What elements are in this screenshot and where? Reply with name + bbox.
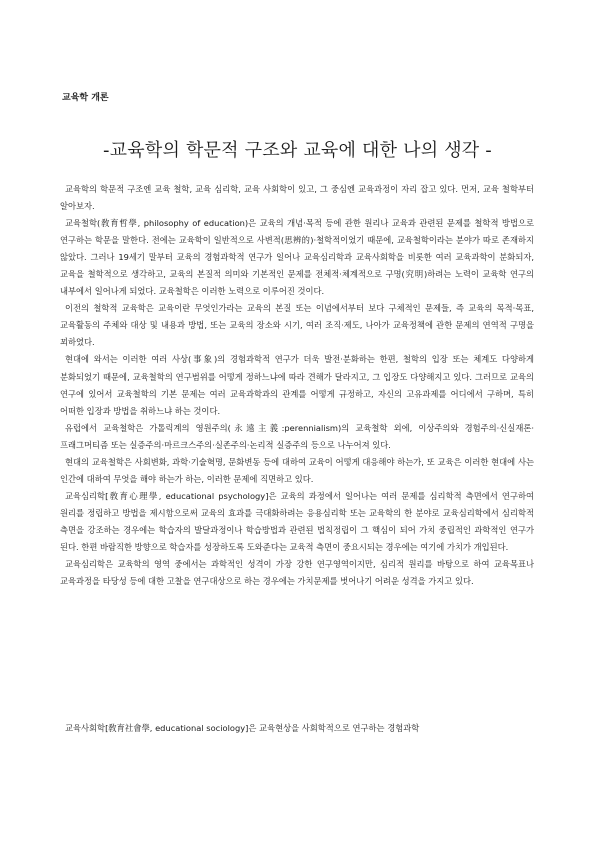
body-paragraph: 유럽에서 교육철학은 가톨릭계의 영원주의(永遠主義:perennialism)의 교육철학 외에, 이상주의와 경험주의·신실재론·프래그머티즘 또는 실증주의·마르크스주의·실존주의·논리적 실증주의 등으로 나누어져 있다. xyxy=(60,422,534,450)
course-header: 교육학 개론 xyxy=(62,93,109,103)
body-paragraph: 현대에 와서는 이러한 여러 사상(事象)의 경험과학적 연구가 더욱 발전·분화하는 한편, 철학의 입장 또는 체계도 다양하게 분화되었기 때문에, 교육철학의 연구범위를 어떻게 정하느냐에 따라 견해가 달라지고, 그 입장도 다양해지고 있다. 그러므로 교육의 연구에 있어서 교육철학의 기본 문제는 여러 교육과학과의 관계를 어떻게 규정하고, 자신의 고유과제를 어디에서 구하며, 특히 어떠한 입장과 방법을 취하느냐 하는 것이다. xyxy=(60,354,534,416)
body-paragraph: 교육심리학[敎育心理學, educational psychology]은 교육의 과정에서 일어나는 여러 문제를 심리학적 측면에서 연구하여 원리를 정립하고 방법을 제시함으로써 교육의 효과를 극대화하려는 응용심리학 또는 교육학의 한 분야로 교육심리학에서 심리학적 측면을 강조하는 경우에는 학습자의 발달과정이나 학습방법과 관련된 법칙정립이 그 핵심이 되어 가치 중립적인 과학적인 연구가 된다. 한편 바람직한 방향으로 학습자를 성장하도록 도와준다는 교육적 측면이 중요시되는 경우에는 여기에 가치가 개입된다. xyxy=(60,490,534,552)
continued-paragraph: 교육사회학[敎育社會學, educational sociology]은 교육현상을 사회학적으로 연구하는 경험과학 xyxy=(65,723,420,733)
body-paragraph: 이전의 철학적 교육학은 교육이란 무엇인가라는 교육의 본질 또는 이념에서부터 보다 구체적인 문제들, 즉 교육의 목적·목표, 교육활동의 주체와 대상 및 내용과 방법, 또는 교육의 장소와 시기, 여러 조직·제도, 나아가 교육정책에 관한 문제의 연역적 구명을 꾀하였다. xyxy=(60,303,534,348)
document-title: -교육학의 학문적 구조와 교육에 대한 나의 생각 - xyxy=(102,140,492,161)
body-paragraph: 현대의 교육철학은 사회변화, 과학·기술혁명, 문화변동 등에 대하여 교육이 어떻게 대응해야 하는가, 또 교육은 이러한 현대에 사는 인간에 대하여 무엇을 해야 하는가 하는, 이러한 문제에 직면하고 있다. xyxy=(60,456,534,484)
body-paragraph: 교육학의 학문적 구조엔 교육 철학, 교육 심리학, 교육 사회학이 있고, 그 중심엔 교육과정이 자리 잡고 있다. 먼저, 교육 철학부터 알아보자. xyxy=(60,184,534,212)
body-paragraph: 교육심리학은 교육학의 영역 중에서는 과학적인 성격이 가장 강한 연구영역이지만, 심리적 원리를 바탕으로 하여 교육목표나 교육과정을 타당성 등에 대한 고찰을 연구대상으로 하는 경우에는 가치문제를 벗어나기 어려운 성격을 가지고 있다. xyxy=(60,559,534,587)
document-body xyxy=(60,181,534,590)
body-paragraph: 교육철학(敎育哲學, philosophy of education)은 교육의 개념·목적 등에 관한 원리나 교육과 관련된 문제를 철학적 방법으로 연구하는 학문을 말한다. 전에는 교육학이 일반적으로 사변적(思辨的)·철학적이었기 때문에, 교육철학이라는 분야가 따로 존재하지 않았다. 그러나 19세기 말부터 교육의 경험과학적 연구가 일어나 교육심리학과 교육사회학을 비롯한 여러 교육과학이 분화되자, 교육을 철학적으로 생각하고, 교육의 본질적 의미와 기본적인 문제를 전체적·체계적으로 구명(究明)하려는 노력이 교육학 연구의 내부에서 일어나게 되었다. 교육철학은 이러한 노력으로 이루어진 것이다. xyxy=(60,218,535,297)
